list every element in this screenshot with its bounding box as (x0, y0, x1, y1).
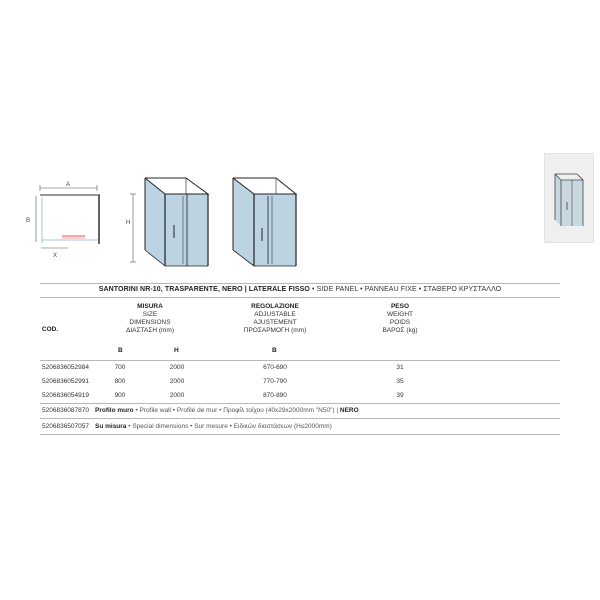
dim-label-x: X (53, 253, 58, 259)
subheader-h: H (174, 347, 179, 354)
divider-top (40, 283, 560, 284)
header-weight: PESO WEIGHT POIDS ΒΑΡΟΣ (kg) (382, 303, 418, 334)
divider-rows (40, 403, 560, 404)
header-size: MISURA SIZE DIMENSIONS ΔΙΑΣΤΑΣΗ (mm) (125, 303, 174, 334)
header-code: COD. (41, 326, 59, 333)
dim-label-a: A (66, 182, 71, 188)
dim-label-b: B (26, 218, 31, 224)
product-thumbnail (544, 153, 594, 243)
subheader-b: B (118, 347, 123, 354)
thumbnail-shower-image (545, 154, 595, 244)
subheader-b2: B (272, 347, 277, 354)
divider-bottom (40, 434, 560, 435)
divider-profile (40, 418, 560, 419)
product-translations: • SIDE PANEL • PANNEAU FIXE • ΣΤΑΘΕΡΟ ΚΡΥΣΤΑΛΛΟ (312, 286, 502, 293)
product-title (0, 286, 600, 293)
dim-label-h: H (126, 220, 131, 226)
divider-title (40, 297, 560, 298)
divider-header (40, 360, 560, 361)
header-adjustable: REGOLAZIONE ADJUSTABLE AJUSTEMENT ΠΡΟΣΑΡΜΟΓΗ (mm) (243, 303, 307, 334)
product-name: SANTORINI NR-10, TRASPARENTE, NERO | LATERALE FISSO (98, 286, 310, 293)
